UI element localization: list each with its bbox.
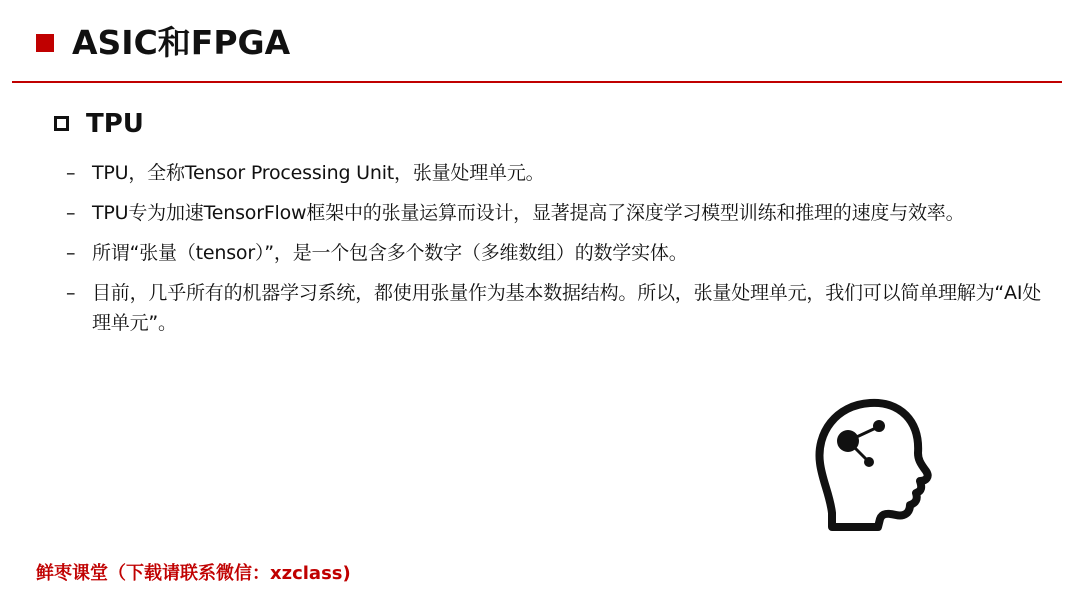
bullet-dash: –	[66, 162, 76, 184]
bullet-text: 所谓“张量（tensor）”，是一个包含多个数字（多维数组）的数学实体。	[92, 242, 688, 264]
slide-title: ASIC和FPGA	[72, 23, 291, 62]
bullet-dash: –	[66, 202, 76, 224]
bullet-text: TPU，全称Tensor Processing Unit，张量处理单元。	[92, 162, 545, 184]
hollow-square-icon	[54, 116, 69, 131]
red-square-icon	[36, 34, 54, 52]
section-title: TPU	[86, 109, 144, 139]
bullet-list	[66, 158, 1046, 348]
bullet-item	[66, 278, 1046, 338]
bullet-dash: –	[66, 282, 76, 304]
title-divider	[12, 81, 1062, 83]
bullet-dash: –	[66, 242, 76, 264]
bullet-text: TPU专为加速TensorFlow框架中的张量运算而设计，显著提高了深度学习模型训练和推理的速度与效率。	[92, 202, 965, 224]
bullet-item	[66, 158, 1046, 188]
head-network-icon	[812, 395, 936, 535]
bullet-item	[66, 238, 1046, 268]
bullet-text: 目前，几乎所有的机器学习系统，都使用张量作为基本数据结构。所以，张量处理单元，我们可以简单理解为“AI处理单元”。	[92, 282, 1042, 334]
bullet-item	[66, 198, 1046, 228]
footer-note: 鲜枣课堂（下载请联系微信：xzclass)	[36, 563, 351, 584]
